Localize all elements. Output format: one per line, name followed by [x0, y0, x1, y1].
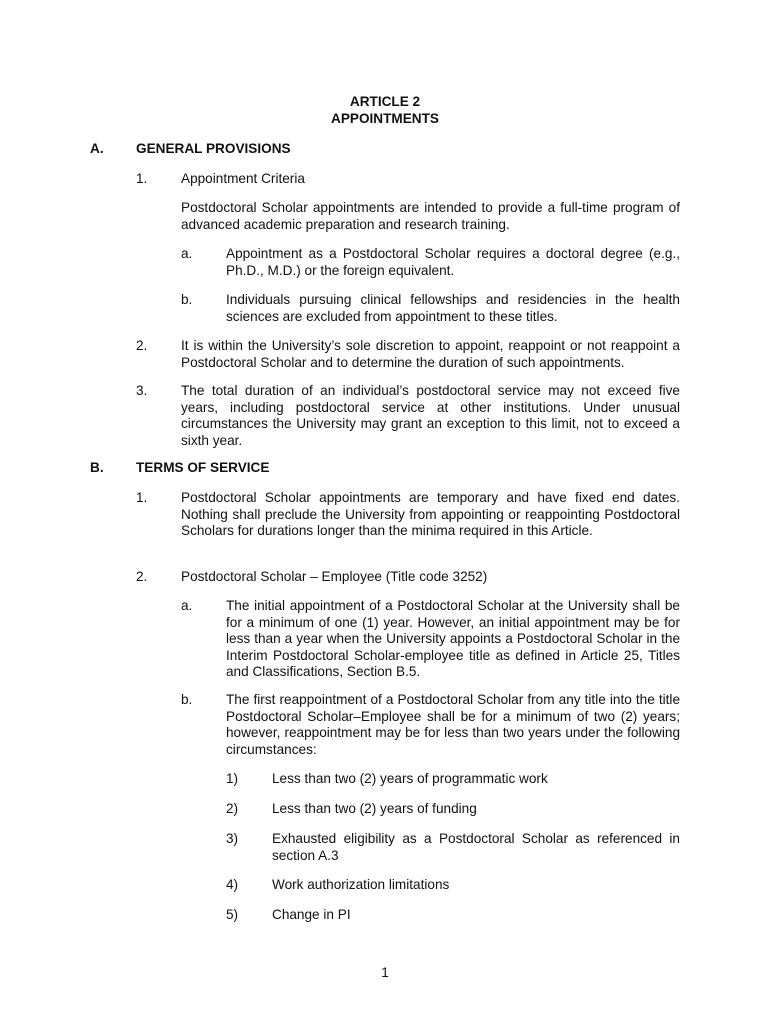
item-number: 2. — [136, 338, 148, 353]
item-text: The total duration of an individual’s postdoctoral service may not exceed five years, including postdoctoral service at other institutions. Under unusual circumstances the University may grant an exception to this limit, not to exceed a sixth year. — [181, 383, 680, 448]
circumstance-number: 1) — [226, 771, 239, 786]
item-number: 1. — [136, 171, 148, 186]
item-number: 1. — [136, 490, 148, 505]
subitem-text: Individuals pursuing clinical fellowships and residencies in the health sciences are excluded from appointment to these titles. — [226, 292, 680, 324]
subitem-letter: b. — [181, 292, 193, 307]
circumstance-text: Less than two (2) years of funding — [272, 801, 477, 816]
item-heading: Postdoctoral Scholar – Employee (Title code 3252) — [181, 569, 488, 584]
subitem-letter: a. — [181, 598, 193, 613]
section-title: GENERAL PROVISIONS — [136, 141, 291, 156]
item-text: It is within the University’s sole discretion to appoint, reappoint or not reappoint a Postdoctoral Scholar and to determine the duration of such appointments. — [181, 338, 680, 370]
paragraph: Postdoctoral Scholar appointments are intended to provide a full-time program of advanced academic preparation and research training. — [181, 200, 680, 232]
article-heading — [0, 93, 770, 127]
circumstance-text: Exhausted eligibility as a Postdoctoral Scholar as referenced in section A.3 — [272, 831, 680, 863]
circumstance-text: Work authorization limitations — [272, 877, 450, 892]
item-heading: Appointment Criteria — [181, 171, 305, 186]
circumstance-number: 4) — [226, 877, 239, 892]
article-number: ARTICLE 2 — [349, 94, 421, 109]
circumstance-number: 2) — [226, 801, 239, 816]
circumstance-text: Change in PI — [272, 907, 351, 922]
section-letter: A. — [90, 141, 104, 156]
subitem-text: The initial appointment of a Postdoctoral Scholar at the University shall be for a minimum of one (1) year. However, an initial appointment may be for less than a year when the University appoints a Postdoctoral Scholar in the Interim Postdoctoral Scholar-employee title as defined in Article 25, Titles and Classifications, Section B.5. — [226, 598, 680, 679]
section-title: TERMS OF SERVICE — [136, 460, 270, 475]
subitem-letter: b. — [181, 692, 193, 707]
article-title: APPOINTMENTS — [331, 111, 439, 126]
subitem-text: The first reappointment of a Postdoctoral Scholar from any title into the title Postdoctoral Scholar–Employee shall be for a minimum of two (2) years; however, reappointment may be for less than two years under the following circumstances: — [226, 692, 680, 757]
item-number: 2. — [136, 569, 148, 584]
page-number: 1 — [381, 965, 389, 980]
subitem-text: Appointment as a Postdoctoral Scholar requires a doctoral degree (e.g., Ph.D., M.D.) or the foreign equivalent. — [226, 246, 680, 278]
circumstance-text: Less than two (2) years of programmatic work — [272, 771, 548, 786]
item-text: Postdoctoral Scholar appointments are temporary and have fixed end dates. Nothing shall preclude the University from appointing or reappointing Postdoctoral Scholars for durations longer than the minima required in this Article. — [181, 490, 680, 538]
circumstance-number: 3) — [226, 831, 239, 846]
circumstance-number: 5) — [226, 907, 239, 922]
subitem-letter: a. — [181, 246, 193, 261]
section-letter: B. — [90, 460, 104, 475]
item-number: 3. — [136, 383, 148, 398]
